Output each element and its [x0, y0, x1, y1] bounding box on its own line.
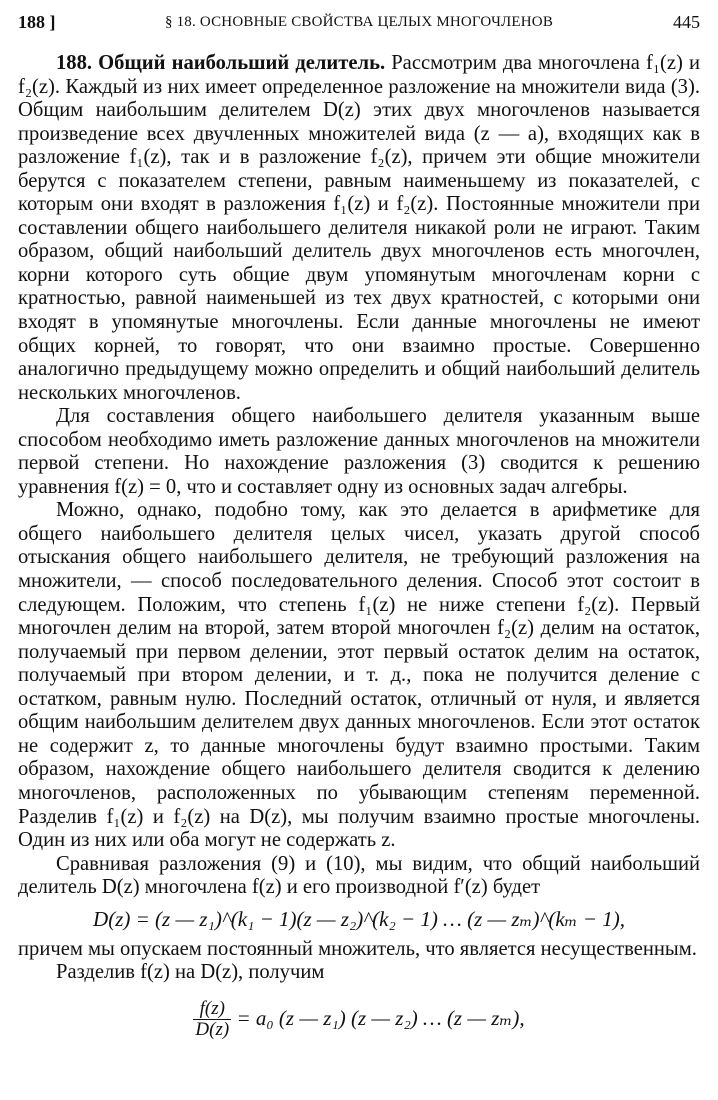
fraction-numerator: f(z) — [193, 999, 231, 1020]
paragraph-3: Можно, однако, подобно тому, как это делается в арифметике для общего наибольшего делителя целых чисел, указать другой способ отыскания общего наибольшего делителя, не требующий разложения на множители, — способ последовательного деления. Способ этот состоит в следующем. Положим, что степень f₁(z) не ниже степени f₂(z). Первый многочлен делим на второй, затем второй многочлен f₂(z) делим на остаток, получаемый при первом делении, этот первый остаток делим на остаток, получаемый при втором делении, и т. д., пока не получится деление с остатком, равным нулю. Последний остаток, отличный от нуля, и является общим наибольшим делителем двух данных многочленов. Если этот остаток не содержит z, то данные многочлены будут взаимно простыми. Таким образом, нахождение общего наибольшего делителя сводится к делению многочленов, расположенных по убывающим степеням переменной. Разделив f₁(z) и f₂(z) на D(z), мы получим взаимно простые многочлены. Один из них или оба могут не содержать z. — [18, 499, 700, 852]
paragraph-6: Разделив f(z) на D(z), получим — [56, 961, 325, 984]
fraction — [193, 999, 231, 1040]
page-number: 445 — [673, 12, 700, 32]
paragraph-4: Сравнивая разложения (9) и (10), мы видим, что общий наибольший делитель D(z) многочлена f(z) и его производной f′(z) будет — [18, 852, 700, 899]
paragraph-1 — [18, 52, 700, 405]
fraction-rhs: = a₀ (z — z₁) (z — z₂) … (z — zₘ), — [236, 1005, 525, 1030]
formula-quotient — [18, 985, 700, 1047]
section-marker: 188 ] — [18, 12, 56, 32]
formula-gcd-derivative: D(z) = (z — z₁)^(k₁ − 1)(z — z₂)^(k₂ − 1) … (z — zₘ)^(kₘ − 1), — [93, 906, 625, 931]
page-body — [18, 52, 700, 1047]
chapter-title: § 18. ОСНОВНЫЕ СВОЙСТВА ЦЕЛЫХ МНОГОЧЛЕНОВ — [164, 14, 554, 30]
paragraph-1-text: Рассмотрим два многочлена f₁(z) и f₂(z). Каждый из них имеет определенное разложение на множители вида (3). Общим наибольшим делителем D(z) этих двух многочленов называется произведение всех двучленных множителей вида (z — a), входящих как в разложение f₁(z), так и в разложение f₂(z), причем эти общие множители берутся с показателем степени, равным наименьшему из показателей, с которым они входят в разложения f₁(z) и f₂(z). Постоянные множители при составлении общего наибольшего делителя никакой роли не играют. Таким образом, общий наибольший делитель двух многочленов есть многочлен, корни которого суть общие двум упомянутым многочленам корни с кратностью, равной наименьшей из тех двух кратностей, с которыми они входят в упомянутые многочлены. Если данные многочлены не имеют общих корней, то говорят, что они взаимно простые. Совершенно аналогично предыдущему можно определить и общий наибольший делитель нескольких многочленов. — [18, 52, 700, 404]
fraction-denominator: D(z) — [195, 1019, 230, 1041]
section-heading: 188. Общий наибольший делитель. — [56, 52, 386, 74]
paragraph-5: причем мы опускаем постоянный множитель, что является несущественным. — [18, 937, 697, 960]
running-header — [18, 8, 700, 36]
paragraph-2: Для составления общего наибольшего делителя указанным выше способом необходимо иметь разложение данных многочленов на множители первой степени. Но нахождение разложения (3) сводится к решению уравнения f(z) = 0, что и составляет одну из основных задач алгебры. — [18, 405, 700, 498]
